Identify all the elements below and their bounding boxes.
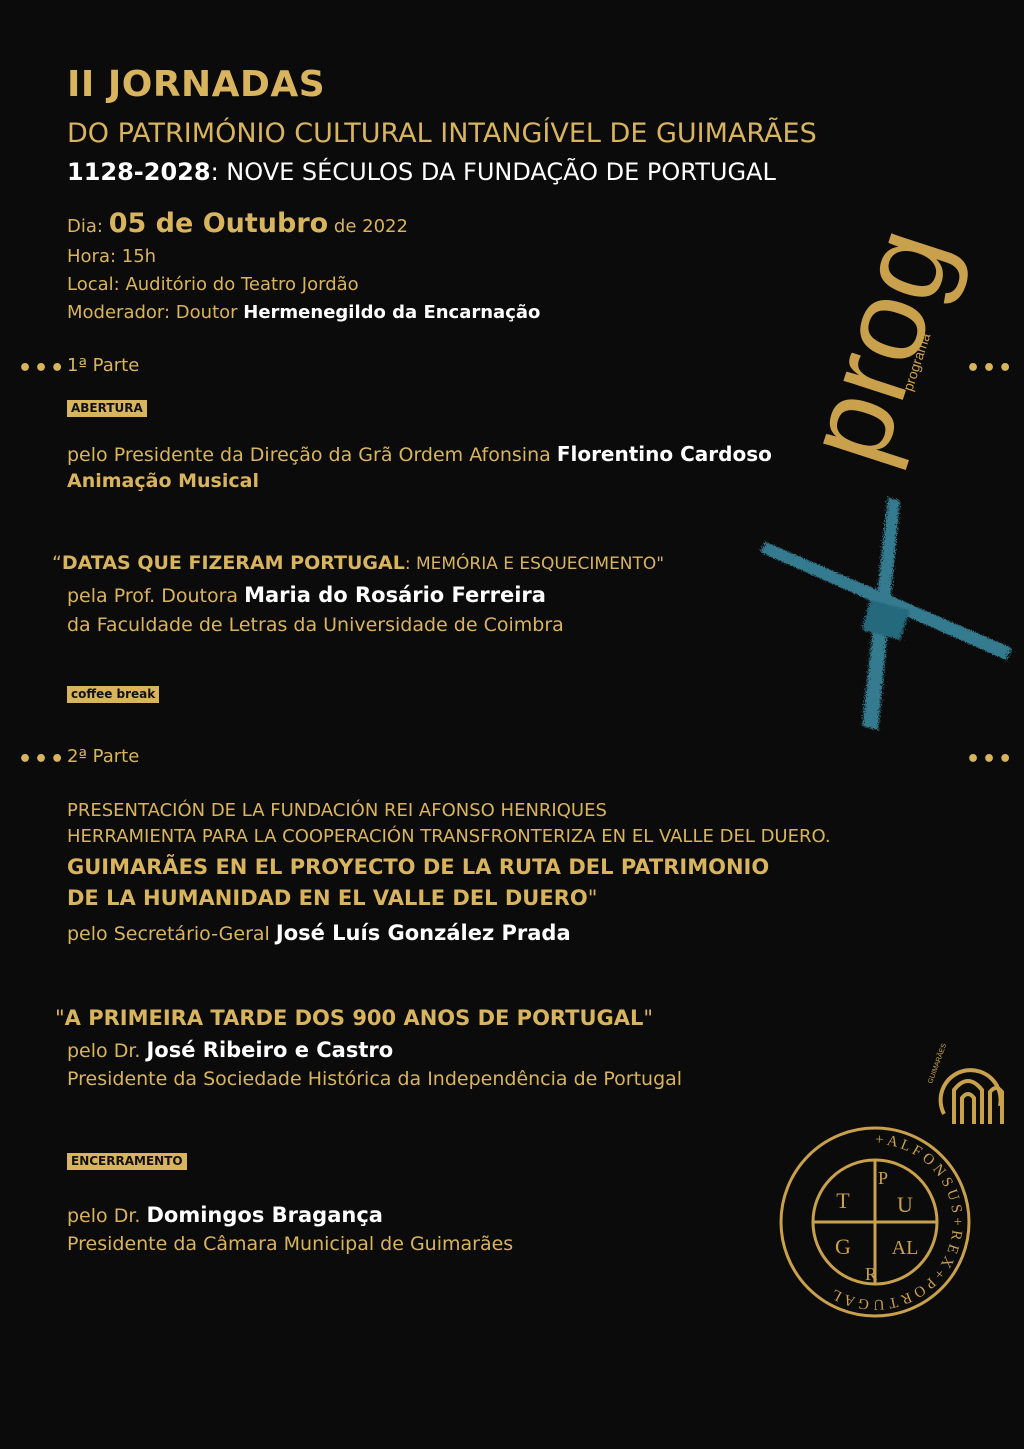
opening-tag: ABERTURA [67,400,147,417]
closing-byline [67,1203,383,1227]
theme-text: : NOVE SÉCULOS DA FUNDAÇÃO DE PORTUGAL [210,158,776,186]
prog-graphic [800,180,1000,480]
talk2-quote-close: " [587,886,598,910]
part1-label: 1ª Parte [67,355,140,376]
seal-letter-al: AL [891,1237,919,1259]
event-place: Local: Auditório do Teatro Jordão [67,274,359,295]
dots-right-part2: ••• [966,747,1015,772]
opening-line [67,442,772,466]
talk3-by: pelo Dr. [67,1040,147,1062]
dots-right-part1: ••• [966,356,1015,381]
date-year: de 2022 [328,216,408,237]
talk1-by: pela Prof. Doutora [67,585,245,607]
talk3-title [55,1006,653,1030]
guimaraes-logo [928,1040,1008,1130]
talk1-quote-open: “ [52,552,62,574]
talk3-affiliation: Presidente da Sociedade Histórica da Independência de Portugal [67,1068,683,1090]
dots-left-part1: ••• [18,356,67,381]
talk1-title [52,552,664,574]
guimaraes-logo-icon [928,1040,1008,1130]
prog-decoration [800,180,1000,480]
talk2-speaker: José Luís González Prada [275,921,571,945]
talk1-title-rest: : MEMÓRIA E ESQUECIMENTO" [404,554,665,574]
theme-years: 1128-2028 [67,158,211,186]
royal-seal [775,1122,975,1322]
date-label: Dia: [67,216,109,237]
blue-cross-decoration [750,490,1020,740]
blue-cross-icon [750,490,1020,740]
event-moderator [67,302,540,323]
programa-word: programa [899,330,934,393]
talk1-speaker: Maria do Rosário Ferreira [244,583,546,607]
talk2-line2: HERRAMIENTA PARA LA COOPERACIÓN TRANSFRONTERIZA EN EL VALLE DEL DUERO. [67,826,831,847]
date-value: 05 de Outubro [108,208,329,239]
coffee-break-tag: coffee break [67,686,159,703]
talk3-quote-open: " [55,1006,65,1030]
seal-icon [775,1122,975,1322]
talk3-quote-close: " [643,1006,654,1030]
prog-word: prog [800,212,978,479]
event-title: II JORNADAS [67,64,326,105]
seal-letter-g: G [835,1234,851,1259]
talk3-speaker: José Ribeiro e Castro [146,1038,394,1062]
seal-letter-p: P [877,1168,889,1188]
musical-moment: Animação Musical [67,470,259,492]
closing-by: pelo Dr. [67,1205,147,1227]
talk1-affiliation: da Faculdade de Letras da Universidade de Coimbra [67,614,564,636]
talk1-byline [67,583,546,607]
moderator-name: Hermenegildo da Encarnação [243,302,541,323]
event-date [67,208,408,239]
event-hour: Hora: 15h [67,246,157,267]
closing-speaker: Domingos Bragança [146,1203,383,1227]
seal-ring-text: + A L F O N S U S + R E X + P O R T U G A L [829,1131,965,1313]
dots-left-part2: ••• [18,747,67,772]
seal-letter-u: U [897,1192,913,1217]
moderator-label: Moderador: Doutor [67,302,244,323]
part2-label: 2ª Parte [67,746,140,767]
talk2-by: pelo Secretário-Geral [67,923,276,945]
opening-text: pelo Presidente da Direção da Grã Ordem Afonsina [67,444,557,466]
opening-speaker: Florentino Cardoso [556,442,772,466]
logo-label: GUIMARÃES [928,1042,949,1085]
closing-affiliation: Presidente da Câmara Municipal de Guimarães [67,1233,514,1255]
closing-tag: ENCERRAMENTO [67,1153,187,1170]
seal-letter-r: R [864,1264,878,1284]
talk2-line3: GUIMARÃES EN EL PROYECTO DE LA RUTA DEL PATRIMONIO [67,855,770,879]
talk2-line1: PRESENTACIÓN DE LA FUNDACIÓN REI AFONSO HENRIQUES [67,800,607,821]
seal-letter-t: T [836,1188,850,1213]
talk2-line4-text: DE LA HUMANIDAD EN EL VALLE DEL DUERO [67,886,588,910]
talk2-line4 [67,886,597,910]
talk3-byline [67,1038,393,1062]
talk3-title-main: A PRIMEIRA TARDE DOS 900 ANOS DE PORTUGAL [64,1006,644,1030]
talk1-title-main: DATAS QUE FIZERAM PORTUGAL [61,552,405,574]
talk2-byline [67,921,571,945]
event-theme [67,158,776,186]
event-subtitle: DO PATRIMÓNIO CULTURAL INTANGÍVEL DE GUIMARÃES [67,118,817,149]
